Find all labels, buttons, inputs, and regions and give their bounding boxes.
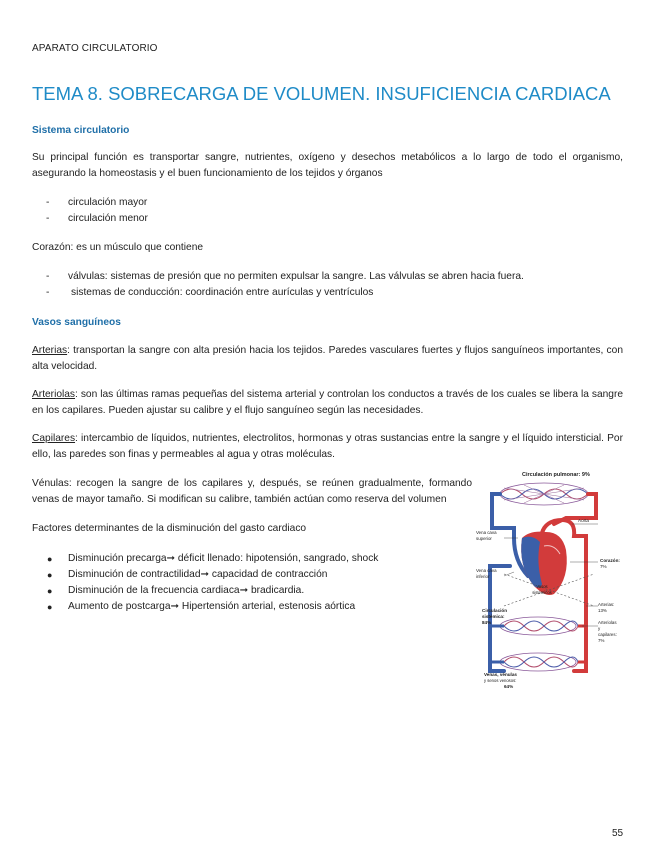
- label-vasos-2: sistémicos: [532, 590, 552, 595]
- paragraph-capilares: Capilares: intercambio de líquidos, nutrientes, electrolitos, hormonas y otras sustancias entre la sangre y el líquido intersticial. Por ello, las paredes son finas y permeables al agua y otras moléculas.: [32, 433, 623, 460]
- intro-paragraph: Su principal función es transportar sangre, nutrientes, oxígeno y desechos metabólicos a lo largo de todo el organismo, asegurando la homeostasis y el buen funcionamiento de los tejidos y órganos: [32, 152, 623, 179]
- term-venulas: Vénulas: [32, 478, 69, 489]
- list-item: - sistemas de conducción: coordinación entre aurículas y ventrículos: [46, 287, 374, 298]
- factors-intro: Factores determinantes de la disminución del gasto cardiaco: [32, 523, 307, 534]
- label-pulmonary: Circulación pulmonar: 9%: [522, 472, 590, 478]
- label-arterias-1: Arterias:: [598, 602, 615, 607]
- label-vasos-1: Vasos: [536, 584, 548, 589]
- circulation-diagram: [474, 466, 624, 694]
- heart-intro: Corazón: es un músculo que contiene: [32, 242, 204, 253]
- list-item: - circulación mayor: [46, 197, 148, 208]
- heart-list: [32, 269, 623, 301]
- list-item: - válvulas: sistemas de presión que no permiten expulsar la sangre. Las válvulas se abren hacia fuera.: [46, 271, 524, 282]
- label-venas-1: Venas, vénulas: [484, 672, 517, 677]
- term-capilares: Capilares: [32, 433, 76, 444]
- label-systemic-3: 84%: [482, 620, 492, 625]
- factors-list: [32, 551, 462, 615]
- paragraph-arterias: Arterias: transportan la sangre con alta presión hacia los tejidos. Paredes vasculares fuertes y flujos sanguíneos importantes, con alta velocidad.: [32, 345, 623, 372]
- page-title: TEMA 8. SOBRECARGA DE VOLUMEN. INSUFICIENCIA CARDIACA: [32, 83, 611, 104]
- circulation-list: [32, 195, 623, 227]
- label-arterias-2: 13%: [598, 608, 607, 613]
- page-number: 55: [612, 828, 624, 839]
- label-vcs-1: Vena cava: [476, 530, 497, 535]
- label-systemic-1: Circulación: [482, 608, 508, 613]
- paragraph-arteriolas: Arteriolas: son las últimas ramas pequeñas del sistema arterial y controlan los conductos a través de los cuales se libera la sangre en los capilares. Pueden ajustar su calibre y el flujo sanguíneo según las necesidades.: [32, 389, 623, 416]
- list-item: ● Disminución de la frecuencia cardiaca➞ bradicardia.: [47, 585, 305, 596]
- list-item: ● Disminución precarga➞ déficit llenado: hipotensión, sangrado, shock: [47, 553, 379, 564]
- paragraph-venulas-line1: Vénulas: recogen la sangre de los capilares y, después, se reúnen gradualmente, formando: [32, 478, 472, 489]
- running-header: APARATO CIRCULATORIO: [32, 43, 158, 54]
- term-arteriolas: Arteriolas: [32, 389, 76, 400]
- circulation-diagram-svg: [474, 466, 624, 694]
- label-aorta: Aorta: [578, 518, 589, 523]
- label-arteriolas-4: 7%: [598, 638, 605, 643]
- label-heart-2: 7%: [600, 564, 607, 569]
- label-vci-1: Vena cava: [476, 568, 497, 573]
- heading-sistema-circulatorio: Sistema circulatorio: [32, 125, 130, 136]
- list-item: - circulación menor: [46, 213, 148, 224]
- list-item: ● Aumento de postcarga➞ Hipertensión arterial, estenosis aórtica: [47, 601, 356, 612]
- label-arteriolas-3: capilares:: [598, 632, 617, 637]
- label-arteriolas-1: Arteriolas: [598, 620, 617, 625]
- label-venas-2: y senos venosos:: [484, 678, 517, 683]
- paragraph-venulas-line2: venas de mayor tamaño. Si modifican su calibre, también actúan como reserva del volumen: [32, 494, 447, 505]
- label-venas-3: 64%: [504, 684, 514, 689]
- heading-vasos-sanguineos: Vasos sanguíneos: [32, 317, 121, 328]
- label-heart-1: Corazón:: [600, 558, 620, 563]
- list-item: ● Disminución de contractilidad➞ capacidad de contracción: [47, 569, 328, 580]
- label-systemic-2: sistémica:: [482, 614, 505, 619]
- label-vcs-2: superior: [476, 536, 492, 541]
- label-arteriolas-2: y: [598, 626, 601, 631]
- label-vci-2: inferior: [476, 574, 490, 579]
- term-arterias: Arterias: [32, 345, 68, 356]
